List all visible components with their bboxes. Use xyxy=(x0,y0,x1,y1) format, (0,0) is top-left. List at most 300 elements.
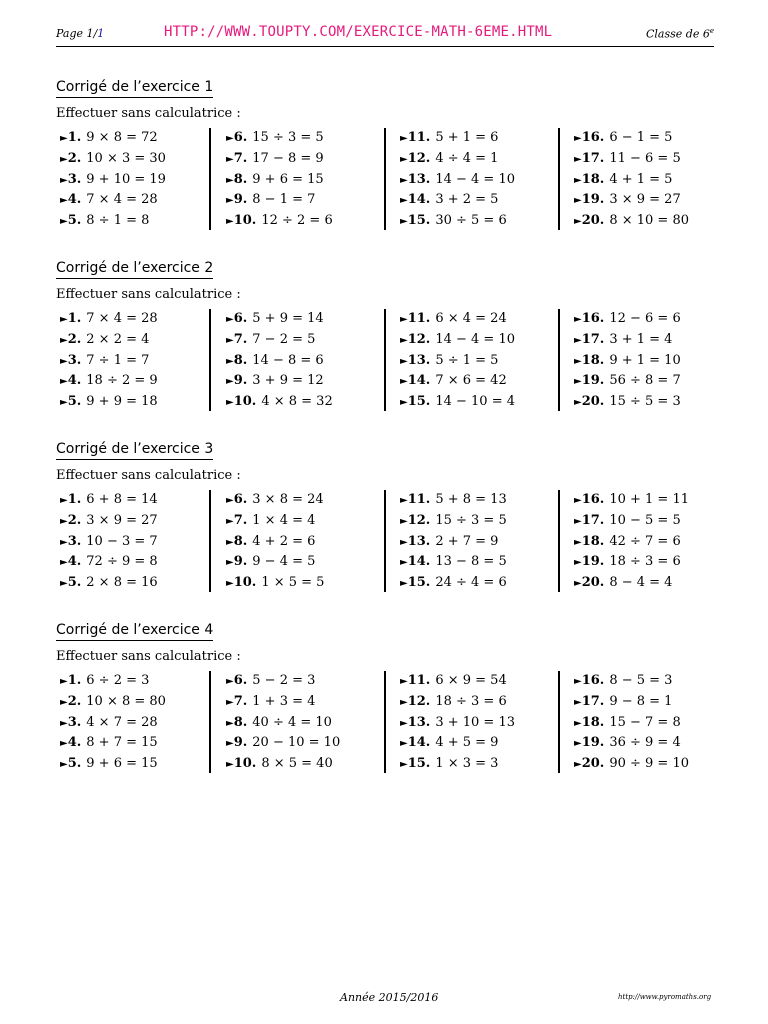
item-expression: 12 ÷ 2 = 6 xyxy=(261,213,333,229)
item-number: 14. xyxy=(407,373,431,389)
item-number: 18. xyxy=(581,714,605,730)
answer-column xyxy=(574,309,716,413)
item-number: 13. xyxy=(407,171,431,187)
item-number: 19. xyxy=(581,554,605,570)
item-number: 11. xyxy=(407,492,431,507)
item-expression: 15 ÷ 5 = 3 xyxy=(609,394,681,410)
item-number: 17. xyxy=(581,150,605,166)
item-expression: 7 × 4 = 28 xyxy=(86,192,158,208)
item-number: 4. xyxy=(67,735,82,751)
item-number: 5. xyxy=(67,394,82,410)
answer-column xyxy=(60,309,208,413)
item-expression: 14 − 4 = 10 xyxy=(435,171,515,187)
triangle-bullet-icon: ► xyxy=(400,578,408,590)
triangle-bullet-icon: ► xyxy=(226,153,234,165)
triangle-bullet-icon: ► xyxy=(574,314,582,325)
answer-item xyxy=(574,573,716,594)
item-number: 16. xyxy=(581,673,605,688)
triangle-bullet-icon: ► xyxy=(226,355,234,367)
triangle-bullet-icon: ► xyxy=(60,717,68,729)
item-number: 4. xyxy=(67,554,82,570)
item-expression: 3 × 9 = 27 xyxy=(86,512,158,528)
answer-item xyxy=(226,713,376,734)
footer-year: Année 2015/2016 xyxy=(340,991,439,1004)
answer-item xyxy=(400,190,550,211)
item-expression: 3 + 9 = 12 xyxy=(252,373,324,389)
answer-item xyxy=(60,309,208,330)
answer-item xyxy=(226,330,376,351)
triangle-bullet-icon: ► xyxy=(574,195,582,207)
triangle-bullet-icon: ► xyxy=(574,557,582,569)
answer-item xyxy=(574,671,716,692)
item-number: 8. xyxy=(233,714,248,730)
triangle-bullet-icon: ► xyxy=(574,376,582,388)
exercise-instruction: Effectuer sans calculatrice : xyxy=(56,287,241,302)
triangle-bullet-icon: ► xyxy=(226,314,234,325)
item-number: 12. xyxy=(407,512,431,528)
item-number: 17. xyxy=(581,693,605,709)
item-number: 19. xyxy=(581,373,605,389)
triangle-bullet-icon: ► xyxy=(226,397,234,409)
answer-item xyxy=(60,149,208,170)
column-divider xyxy=(384,309,386,411)
item-number: 5. xyxy=(67,756,82,772)
item-number: 8. xyxy=(233,533,248,549)
answer-item xyxy=(60,692,208,713)
triangle-bullet-icon: ► xyxy=(400,314,408,325)
item-expression: 12 − 6 = 6 xyxy=(609,311,681,326)
answer-column xyxy=(226,490,376,594)
answer-item xyxy=(60,371,208,392)
triangle-bullet-icon: ► xyxy=(226,515,234,527)
item-expression: 17 − 8 = 9 xyxy=(252,150,324,166)
answer-item xyxy=(226,211,376,232)
item-expression: 2 × 2 = 4 xyxy=(86,331,150,347)
item-number: 11. xyxy=(407,311,431,326)
answer-item xyxy=(60,733,208,754)
item-number: 13. xyxy=(407,714,431,730)
item-expression: 1 × 5 = 5 xyxy=(261,575,325,591)
page-indicator xyxy=(56,27,104,40)
item-number: 2. xyxy=(67,150,82,166)
item-number: 8. xyxy=(233,171,248,187)
item-expression: 4 × 7 = 28 xyxy=(86,714,158,730)
triangle-bullet-icon: ► xyxy=(574,717,582,729)
triangle-bullet-icon: ► xyxy=(400,557,408,569)
triangle-bullet-icon: ► xyxy=(226,376,234,388)
answer-item xyxy=(574,713,716,734)
answer-grid xyxy=(56,128,716,232)
item-expression: 14 − 8 = 6 xyxy=(252,352,324,368)
item-expression: 36 ÷ 9 = 4 xyxy=(609,735,681,751)
item-expression: 18 ÷ 3 = 6 xyxy=(609,554,681,570)
item-expression: 24 ÷ 4 = 6 xyxy=(435,575,507,591)
answer-item xyxy=(226,371,376,392)
answer-item xyxy=(574,371,716,392)
item-number: 2. xyxy=(67,331,82,347)
exercise-instruction: Effectuer sans calculatrice : xyxy=(56,649,241,664)
item-expression: 5 + 1 = 6 xyxy=(435,130,499,145)
triangle-bullet-icon: ► xyxy=(60,397,68,409)
triangle-bullet-icon: ► xyxy=(400,696,408,708)
item-number: 10. xyxy=(233,756,257,772)
answer-item xyxy=(60,713,208,734)
item-expression: 9 × 8 = 72 xyxy=(86,130,158,145)
triangle-bullet-icon: ► xyxy=(574,536,582,548)
triangle-bullet-icon: ► xyxy=(226,174,234,186)
answer-column xyxy=(574,490,716,594)
answer-item xyxy=(574,490,716,511)
page-header xyxy=(56,22,714,47)
answer-item xyxy=(574,532,716,553)
triangle-bullet-icon: ► xyxy=(400,376,408,388)
item-number: 12. xyxy=(407,150,431,166)
answer-item xyxy=(60,392,208,413)
item-expression: 18 ÷ 2 = 9 xyxy=(86,373,158,389)
item-number: 1. xyxy=(67,130,82,145)
item-expression: 15 ÷ 3 = 5 xyxy=(435,512,507,528)
item-number: 16. xyxy=(581,311,605,326)
answer-item xyxy=(400,692,550,713)
answer-column xyxy=(400,490,550,594)
item-expression: 15 ÷ 3 = 5 xyxy=(252,130,324,145)
footer-url-link[interactable]: http://www.pyromaths.org xyxy=(618,993,712,1001)
item-expression: 9 + 1 = 10 xyxy=(609,352,681,368)
item-number: 20. xyxy=(581,394,605,410)
answer-item xyxy=(226,392,376,413)
page-label: Page 1/ xyxy=(56,27,98,40)
item-number: 19. xyxy=(581,192,605,208)
triangle-bullet-icon: ► xyxy=(400,495,408,506)
column-divider xyxy=(558,309,560,411)
triangle-bullet-icon: ► xyxy=(60,195,68,207)
answer-item xyxy=(60,128,208,149)
answer-column xyxy=(574,671,716,775)
triangle-bullet-icon: ► xyxy=(226,676,234,687)
triangle-bullet-icon: ► xyxy=(60,578,68,590)
triangle-bullet-icon: ► xyxy=(400,334,408,346)
item-expression: 9 + 9 = 18 xyxy=(86,394,158,410)
item-number: 1. xyxy=(67,492,82,507)
triangle-bullet-icon: ► xyxy=(400,738,408,750)
triangle-bullet-icon: ► xyxy=(60,355,68,367)
triangle-bullet-icon: ► xyxy=(574,515,582,527)
column-divider xyxy=(209,128,211,230)
triangle-bullet-icon: ► xyxy=(226,334,234,346)
triangle-bullet-icon: ► xyxy=(226,495,234,506)
exercise-section xyxy=(56,438,716,591)
item-number: 18. xyxy=(581,171,605,187)
item-number: 2. xyxy=(67,512,82,528)
triangle-bullet-icon: ► xyxy=(226,717,234,729)
triangle-bullet-icon: ► xyxy=(60,153,68,165)
class-label xyxy=(646,27,714,41)
answer-item xyxy=(60,211,208,232)
item-number: 6. xyxy=(233,673,248,688)
answer-item xyxy=(226,573,376,594)
triangle-bullet-icon: ► xyxy=(400,195,408,207)
answer-item xyxy=(226,128,376,149)
item-expression: 5 + 8 = 13 xyxy=(435,492,507,507)
item-number: 16. xyxy=(581,492,605,507)
page-total[interactable]: 1 xyxy=(97,27,105,40)
item-expression: 8 × 10 = 80 xyxy=(609,213,689,229)
triangle-bullet-icon: ► xyxy=(400,133,408,144)
triangle-bullet-icon: ► xyxy=(400,759,408,771)
triangle-bullet-icon: ► xyxy=(574,174,582,186)
answer-item xyxy=(60,532,208,553)
answer-item xyxy=(574,309,716,330)
triangle-bullet-icon: ► xyxy=(400,717,408,729)
answer-item xyxy=(400,490,550,511)
item-number: 20. xyxy=(581,575,605,591)
item-expression: 9 − 4 = 5 xyxy=(252,554,316,570)
item-number: 8. xyxy=(233,352,248,368)
item-number: 19. xyxy=(581,735,605,751)
item-expression: 6 − 1 = 5 xyxy=(609,130,673,145)
answer-item xyxy=(60,330,208,351)
triangle-bullet-icon: ► xyxy=(60,738,68,750)
answer-item xyxy=(574,351,716,372)
item-expression: 6 × 4 = 24 xyxy=(435,311,507,326)
answer-item xyxy=(400,532,550,553)
item-expression: 4 ÷ 4 = 1 xyxy=(435,150,499,166)
item-number: 7. xyxy=(233,331,248,347)
item-expression: 72 ÷ 9 = 8 xyxy=(86,554,158,570)
item-expression: 20 − 10 = 10 xyxy=(252,735,341,751)
item-number: 13. xyxy=(407,533,431,549)
item-expression: 56 ÷ 8 = 7 xyxy=(609,373,681,389)
item-number: 6. xyxy=(233,492,248,507)
answer-item xyxy=(60,671,208,692)
item-expression: 14 − 10 = 4 xyxy=(435,394,515,410)
answer-item xyxy=(574,128,716,149)
column-divider xyxy=(209,671,211,773)
item-expression: 5 ÷ 1 = 5 xyxy=(435,352,499,368)
triangle-bullet-icon: ► xyxy=(574,759,582,771)
answer-item xyxy=(226,532,376,553)
answer-column xyxy=(60,128,208,232)
triangle-bullet-icon: ► xyxy=(400,676,408,687)
triangle-bullet-icon: ► xyxy=(60,495,68,506)
item-number: 1. xyxy=(67,311,82,326)
column-divider xyxy=(384,490,386,592)
item-expression: 10 − 5 = 5 xyxy=(609,512,681,528)
answer-item xyxy=(400,128,550,149)
item-number: 3. xyxy=(67,352,82,368)
item-number: 18. xyxy=(581,352,605,368)
item-expression: 3 + 1 = 4 xyxy=(609,331,673,347)
answer-item xyxy=(60,552,208,573)
answer-item xyxy=(400,309,550,330)
item-number: 17. xyxy=(581,331,605,347)
item-number: 12. xyxy=(407,331,431,347)
triangle-bullet-icon: ► xyxy=(60,314,68,325)
column-divider xyxy=(558,490,560,592)
triangle-bullet-icon: ► xyxy=(574,153,582,165)
answer-column xyxy=(574,128,716,232)
exercise-title: Corrigé de l’exercice 1 xyxy=(56,79,213,98)
item-number: 7. xyxy=(233,512,248,528)
item-expression: 14 − 4 = 10 xyxy=(435,331,515,347)
item-number: 3. xyxy=(67,171,82,187)
triangle-bullet-icon: ► xyxy=(60,557,68,569)
answer-item xyxy=(400,149,550,170)
answer-item xyxy=(400,330,550,351)
item-number: 15. xyxy=(407,756,431,772)
triangle-bullet-icon: ► xyxy=(574,334,582,346)
triangle-bullet-icon: ► xyxy=(226,759,234,771)
item-number: 6. xyxy=(233,311,248,326)
item-expression: 6 × 9 = 54 xyxy=(435,673,507,688)
triangle-bullet-icon: ► xyxy=(60,515,68,527)
item-number: 14. xyxy=(407,735,431,751)
triangle-bullet-icon: ► xyxy=(400,397,408,409)
triangle-bullet-icon: ► xyxy=(574,676,582,687)
triangle-bullet-icon: ► xyxy=(574,495,582,506)
item-number: 13. xyxy=(407,352,431,368)
triangle-bullet-icon: ► xyxy=(574,397,582,409)
answer-item xyxy=(60,490,208,511)
item-expression: 3 × 9 = 27 xyxy=(609,192,681,208)
answer-item xyxy=(574,392,716,413)
item-expression: 3 + 10 = 13 xyxy=(435,714,515,730)
item-expression: 42 ÷ 7 = 6 xyxy=(609,533,681,549)
answer-grid xyxy=(56,309,716,413)
exercise-instruction: Effectuer sans calculatrice : xyxy=(56,468,241,483)
item-expression: 8 − 5 = 3 xyxy=(609,673,673,688)
item-number: 5. xyxy=(67,575,82,591)
item-number: 20. xyxy=(581,756,605,772)
item-expression: 2 × 8 = 16 xyxy=(86,575,158,591)
answer-item xyxy=(60,573,208,594)
item-expression: 7 ÷ 1 = 7 xyxy=(86,352,150,368)
item-number: 20. xyxy=(581,213,605,229)
triangle-bullet-icon: ► xyxy=(226,216,234,228)
answer-item xyxy=(400,351,550,372)
triangle-bullet-icon: ► xyxy=(574,216,582,228)
answer-item xyxy=(574,552,716,573)
item-number: 6. xyxy=(233,130,248,145)
item-number: 11. xyxy=(407,130,431,145)
item-expression: 18 ÷ 3 = 6 xyxy=(435,693,507,709)
triangle-bullet-icon: ► xyxy=(574,696,582,708)
answer-item xyxy=(400,211,550,232)
item-expression: 10 × 3 = 30 xyxy=(86,150,166,166)
header-url-link[interactable]: HTTP://WWW.TOUPTY.COM/EXERCICE-MATH-6EME.HTML xyxy=(164,24,553,40)
item-number: 7. xyxy=(233,693,248,709)
item-expression: 5 − 2 = 3 xyxy=(252,673,316,688)
item-expression: 3 × 8 = 24 xyxy=(252,492,324,507)
triangle-bullet-icon: ► xyxy=(60,676,68,687)
answer-item xyxy=(574,330,716,351)
item-expression: 1 × 4 = 4 xyxy=(252,512,316,528)
answer-item xyxy=(226,351,376,372)
item-expression: 4 + 2 = 6 xyxy=(252,533,316,549)
triangle-bullet-icon: ► xyxy=(400,536,408,548)
item-expression: 8 + 7 = 15 xyxy=(86,735,158,751)
answer-item xyxy=(400,511,550,532)
item-number: 12. xyxy=(407,693,431,709)
answer-item xyxy=(400,573,550,594)
triangle-bullet-icon: ► xyxy=(226,696,234,708)
item-number: 10. xyxy=(233,213,257,229)
item-expression: 90 ÷ 9 = 10 xyxy=(609,756,689,772)
item-expression: 1 + 3 = 4 xyxy=(252,693,316,709)
item-number: 15. xyxy=(407,394,431,410)
triangle-bullet-icon: ► xyxy=(574,355,582,367)
triangle-bullet-icon: ► xyxy=(60,174,68,186)
answer-item xyxy=(60,190,208,211)
item-expression: 7 × 6 = 42 xyxy=(435,373,507,389)
item-number: 11. xyxy=(407,673,431,688)
item-expression: 15 − 7 = 8 xyxy=(609,714,681,730)
item-expression: 40 ÷ 4 = 10 xyxy=(252,714,332,730)
answer-item xyxy=(60,754,208,775)
item-number: 15. xyxy=(407,575,431,591)
item-number: 4. xyxy=(67,192,82,208)
triangle-bullet-icon: ► xyxy=(574,578,582,590)
triangle-bullet-icon: ► xyxy=(226,738,234,750)
answer-item xyxy=(574,149,716,170)
answer-column xyxy=(400,309,550,413)
item-expression: 11 − 6 = 5 xyxy=(609,150,681,166)
answer-column xyxy=(226,309,376,413)
item-number: 10. xyxy=(233,575,257,591)
column-divider xyxy=(558,128,560,230)
column-divider xyxy=(384,671,386,773)
exercise-section xyxy=(56,257,716,410)
item-number: 9. xyxy=(233,373,248,389)
item-number: 14. xyxy=(407,554,431,570)
exercise-section xyxy=(56,619,716,772)
item-expression: 9 + 10 = 19 xyxy=(86,171,166,187)
item-expression: 3 + 2 = 5 xyxy=(435,192,499,208)
item-expression: 8 − 1 = 7 xyxy=(252,192,316,208)
column-divider xyxy=(209,309,211,411)
item-expression: 9 + 6 = 15 xyxy=(252,171,324,187)
item-expression: 9 − 8 = 1 xyxy=(609,693,673,709)
triangle-bullet-icon: ► xyxy=(226,195,234,207)
item-expression: 13 − 8 = 5 xyxy=(435,554,507,570)
answer-item xyxy=(60,351,208,372)
item-number: 7. xyxy=(233,150,248,166)
item-expression: 7 − 2 = 5 xyxy=(252,331,316,347)
exercise-section xyxy=(56,76,716,229)
triangle-bullet-icon: ► xyxy=(400,515,408,527)
answer-item xyxy=(574,170,716,191)
triangle-bullet-icon: ► xyxy=(226,557,234,569)
answer-grid xyxy=(56,671,716,775)
answer-item xyxy=(400,552,550,573)
triangle-bullet-icon: ► xyxy=(60,696,68,708)
item-number: 18. xyxy=(581,533,605,549)
item-number: 14. xyxy=(407,192,431,208)
item-expression: 1 × 3 = 3 xyxy=(435,756,499,772)
answer-item xyxy=(574,733,716,754)
item-expression: 8 ÷ 1 = 8 xyxy=(86,213,150,229)
answer-item xyxy=(574,511,716,532)
item-expression: 10 − 3 = 7 xyxy=(86,533,158,549)
answer-column xyxy=(60,671,208,775)
answer-column xyxy=(400,671,550,775)
item-number: 5. xyxy=(67,213,82,229)
item-number: 4. xyxy=(67,373,82,389)
item-expression: 6 ÷ 2 = 3 xyxy=(86,673,150,688)
answer-item xyxy=(574,211,716,232)
triangle-bullet-icon: ► xyxy=(574,133,582,144)
exercise-instruction: Effectuer sans calculatrice : xyxy=(56,106,241,121)
